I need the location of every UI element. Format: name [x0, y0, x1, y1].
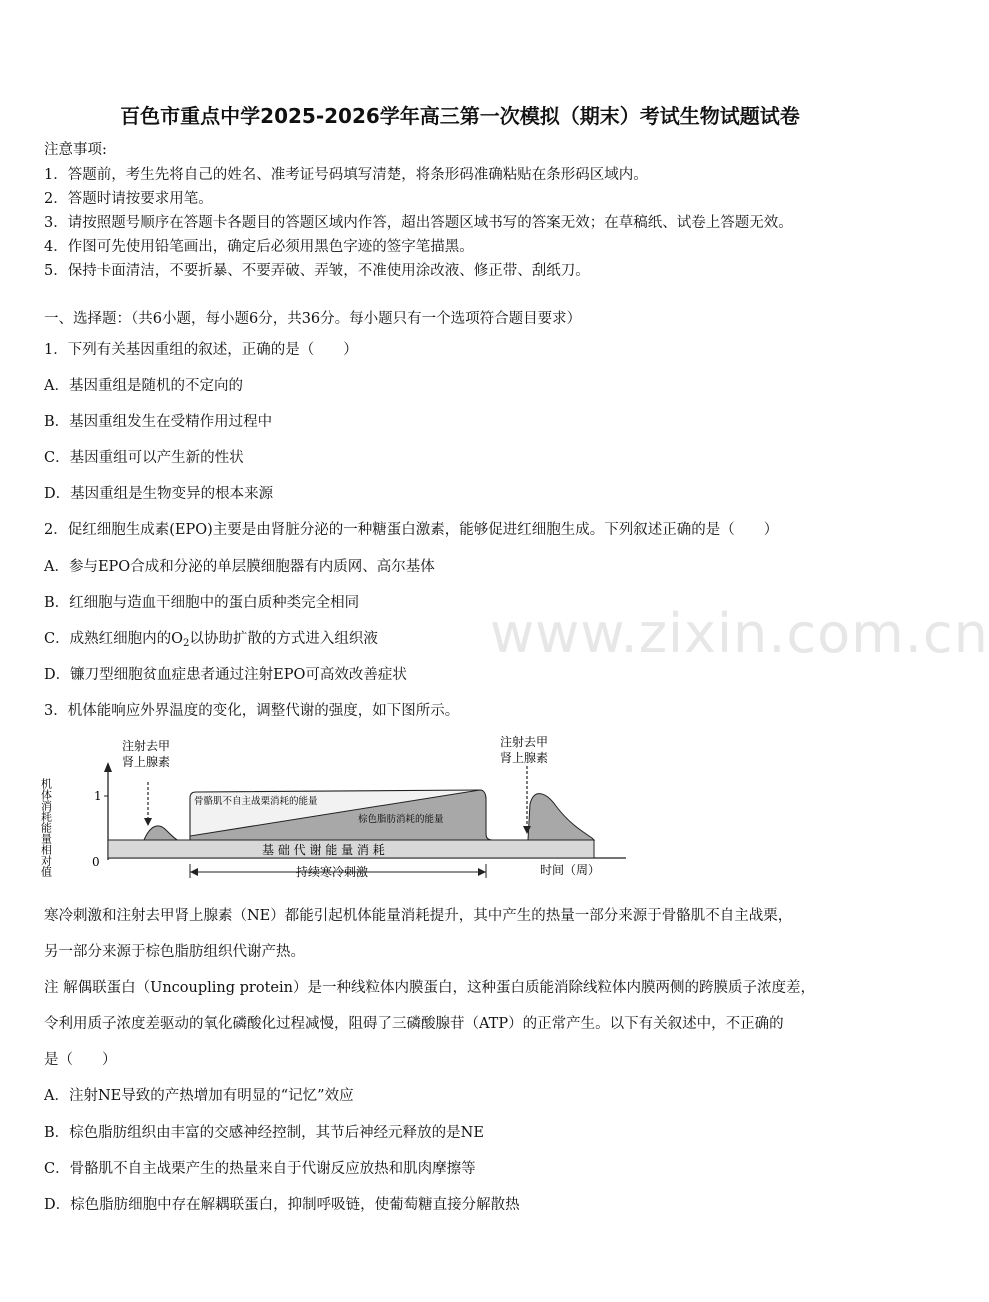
q2-option-c: C．成熟红细胞内的$O_2$以协助扩散的方式进入组织液: [44, 631, 378, 649]
q3-option-c: C．骨骼肌不自主战栗产生的热量来自于代谢反应放热和肌肉摩擦等: [44, 1161, 476, 1177]
muscle-energy-label: 骨骼肌不自主战栗消耗的能量: [194, 796, 318, 807]
notice-heading: 注意事项:: [44, 142, 107, 158]
fat-energy-label: 棕色脂肪消耗的能量: [358, 814, 444, 825]
notice-item-1: 1．答题前，考生先将自己的姓名、准考证号码填写清楚，将条形码准确粘贴在条形码区域内。: [44, 167, 648, 183]
q2-option-a: A．参与EPO合成和分泌的单层膜细胞器有内质网、高尔基体: [44, 559, 435, 575]
q1-stem: 1．下列有关基因重组的叙述，正确的是（ ）: [44, 342, 358, 358]
q2-stem: 2．促红细胞生成素(EPO)主要是由肾脏分泌的一种糖蛋白激素，能够促进红细胞生成。下列叙述正确的是（ ）: [44, 522, 779, 538]
q3-option-b: B．棕色脂肪组织由丰富的交感神经控制，其节后神经元释放的是NE: [44, 1125, 484, 1141]
right-injection-label-2: 肾上腺素: [500, 751, 549, 765]
notice-item-2: 2．答题时请按要求用笔。: [44, 191, 213, 207]
q3-para1-line2: 另一部分来源于棕色脂肪组织代谢产热。: [44, 944, 305, 960]
y-tick-0: 0: [92, 855, 100, 869]
watermark: www.zixin.com.cn: [490, 602, 989, 665]
section-heading: 一、选择题：（共6小题，每小题6分，共36分。每小题只有一个选项符合题目要求）: [44, 311, 582, 327]
q3-para2-line2: 令利用质子浓度差驱动的氧化磷酸化过程减慢，阻碍了三磷酸腺苷（ATP）的正常产生。以下有关叙述中，不正确的: [44, 1016, 784, 1032]
notice-item-3: 3．请按照题号顺序在答题卡各题目的答题区域内作答，超出答题区域书写的答案无效；在草稿纸、试卷上答题无效。: [44, 215, 793, 231]
q3-stem: 3．机体能响应外界温度的变化，调整代谢的强度，如下图所示。: [44, 703, 460, 719]
q1-option-b: B．基因重组发生在受精作用过程中: [44, 414, 273, 430]
left-injection-label-1: 注射去甲: [122, 739, 171, 753]
left-ne-peak: [144, 826, 178, 840]
base-metabolism-label: 基 础 代 谢 能 量 消 耗: [262, 843, 385, 857]
y-tick-1: 1: [94, 789, 102, 803]
exam-title: 百色市重点中学2025-2026学年高三第一次模拟（期末）考试生物试题试卷: [120, 104, 800, 128]
notice-item-5: 5．保持卡面清洁，不要折暴、不要弄破、弄皱，不准使用涂改液、修正带、刮纸刀。: [44, 263, 590, 279]
q2-option-b: B．红细胞与造血干细胞中的蛋白质种类完全相同: [44, 595, 360, 611]
q3-para2-line3: 是（ ）: [44, 1052, 117, 1068]
x-axis-label: 时间（周）: [540, 863, 601, 877]
q3-para1-line1: 寒冷刺激和注射去甲肾上腺素（NE）都能引起机体能量消耗提升，其中产生的热量一部分来源于骨骼肌不自主战栗，: [44, 908, 793, 924]
q1-option-c: C．基因重组可以产生新的性状: [44, 450, 244, 466]
q3-para2-line1: 注 解偶联蛋白（Uncoupling protein）是一种线粒体内膜蛋白，这种蛋白质能消除线粒体内膜两侧的跨膜质子浓度差，: [44, 980, 815, 996]
left-injection-arrowhead: [144, 818, 152, 826]
cold-arrow-right: [478, 868, 486, 876]
right-injection-label-1: 注射去甲: [500, 735, 549, 749]
left-injection-label-2: 肾上腺素: [122, 755, 171, 769]
cold-stimulus-label: 持续寒冷刺激: [296, 865, 369, 879]
right-ne-peak: [528, 794, 594, 840]
q1-option-a: A．基因重组是随机的不定向的: [44, 378, 243, 394]
cold-arrow-left: [190, 868, 198, 876]
y-axis-label: 机体消耗能量相对值: [39, 778, 53, 877]
q1-option-d: D．基因重组是生物变异的根本来源: [44, 486, 274, 502]
notice-item-4: 4．作图可先使用铅笔画出，确定后必须用黑色字迹的签字笔描黑。: [44, 239, 474, 255]
energy-figure: [40, 730, 640, 890]
q2-option-d: D．镰刀型细胞贫血症患者通过注射EPO可高效改善症状: [44, 667, 407, 683]
q3-option-d: D．棕色脂肪细胞中存在解耦联蛋白，抑制呼吸链，使葡萄糖直接分解散热: [44, 1197, 520, 1213]
y-axis-arrow: [104, 762, 112, 772]
q3-option-a: A．注射NE导致的产热增加有明显的“记忆”效应: [44, 1088, 354, 1104]
